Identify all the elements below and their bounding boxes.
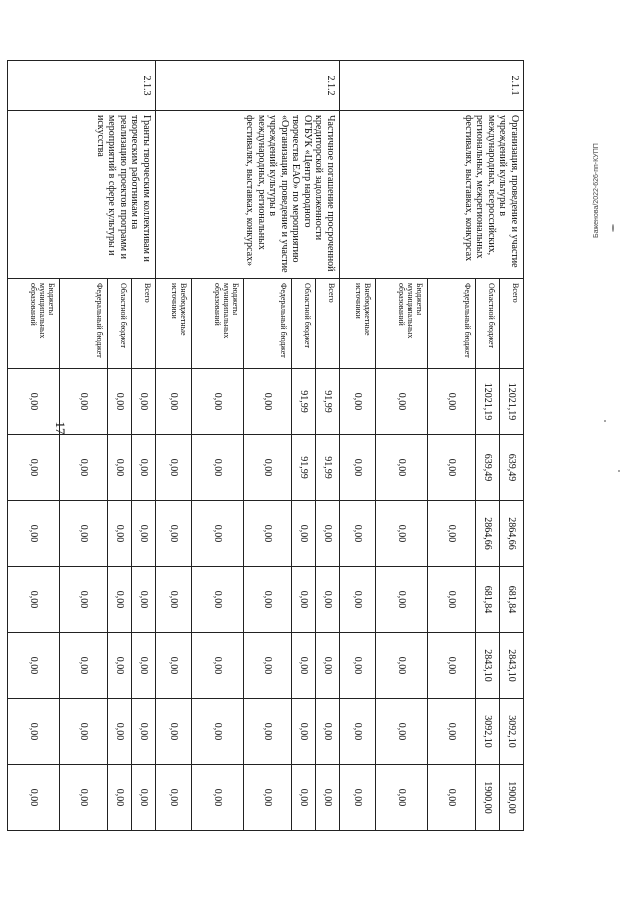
item-code: 2.1.2 (156, 61, 340, 111)
amount-cell: 0,00 (108, 501, 132, 567)
funding-source: Бюджеты муниципальных образований (8, 279, 60, 369)
funding-source: Областной бюджет (476, 279, 500, 369)
amount-cell: 0,00 (292, 567, 316, 633)
item-name: Частичное погашение просроченной кредиторской задолженности ОГБУК «Центр народного творчества ЕАО» по мероприятию «Организация, проведение и участие учреждений культуры в международных, региональных фестивалях, выставках, конкурсах» (156, 111, 340, 279)
amount-cell: 0,00 (340, 567, 376, 633)
amount-cell: 0,00 (376, 567, 428, 633)
amount-cell: 0,00 (376, 633, 428, 699)
amount-cell: 0,00 (132, 501, 156, 567)
amount-cell: 0,00 (192, 567, 244, 633)
footer-label: Баженова/2022-626-пп-КУПП (593, 143, 600, 238)
amount-cell: 0,00 (244, 435, 292, 501)
amount-cell: 0,00 (8, 699, 60, 765)
item-code: 2.1.1 (340, 61, 524, 111)
amount-cell: 0,00 (8, 765, 60, 831)
table-row (132, 61, 156, 831)
amount-cell: 0,00 (132, 765, 156, 831)
amount-cell: 91,99 (292, 369, 316, 435)
amount-cell: 12021,19 (500, 369, 524, 435)
amount-cell: 0,00 (292, 501, 316, 567)
amount-cell: 0,00 (108, 435, 132, 501)
funding-source: Областной бюджет (108, 279, 132, 369)
amount-cell: 0,00 (316, 633, 340, 699)
amount-cell: 0,00 (192, 699, 244, 765)
amount-cell: 0,00 (8, 633, 60, 699)
amount-cell: 0,00 (8, 567, 60, 633)
funding-source: Федеральный бюджет (244, 279, 292, 369)
amount-cell: 0,00 (108, 567, 132, 633)
amount-cell: 0,00 (316, 501, 340, 567)
amount-cell: 0,00 (244, 765, 292, 831)
page-number: 17 (53, 421, 68, 435)
amount-cell: 0,00 (244, 633, 292, 699)
amount-cell: 0,00 (108, 369, 132, 435)
amount-cell: 0,00 (156, 501, 192, 567)
amount-cell: 0,00 (340, 765, 376, 831)
funding-source: Федеральный бюджет (428, 279, 476, 369)
scan-speck (604, 420, 606, 422)
amount-cell: 0,00 (376, 765, 428, 831)
amount-cell: 2864,66 (476, 501, 500, 567)
amount-cell: 0,00 (60, 633, 108, 699)
amount-cell: 1900,00 (500, 765, 524, 831)
item-name: Организация, проведение и участие учреждений культуры в международных, всероссийских, региональных, межрегиональных фестивалях, выставках, конкурсах (340, 111, 524, 279)
amount-cell: 0,00 (192, 501, 244, 567)
amount-cell: 91,99 (292, 435, 316, 501)
funding-source: Внебюджетные источники (156, 279, 192, 369)
amount-cell: 0,00 (244, 369, 292, 435)
funding-source: Всего (500, 279, 524, 369)
funding-source: Бюджеты муниципальных образований (192, 279, 244, 369)
amount-cell: 0,00 (340, 435, 376, 501)
amount-cell: 0,00 (244, 567, 292, 633)
amount-cell: 0,00 (316, 699, 340, 765)
amount-cell: 0,00 (8, 369, 60, 435)
amount-cell: 0,00 (428, 369, 476, 435)
amount-cell: 0,00 (316, 567, 340, 633)
amount-cell: 0,00 (108, 699, 132, 765)
amount-cell: 0,00 (340, 369, 376, 435)
funding-source: Всего (316, 279, 340, 369)
amount-cell: 0,00 (156, 435, 192, 501)
amount-cell: 0,00 (108, 765, 132, 831)
amount-cell: 0,00 (340, 699, 376, 765)
amount-cell: 0,00 (428, 567, 476, 633)
amount-cell: 0,00 (376, 501, 428, 567)
amount-cell: 0,00 (60, 765, 108, 831)
amount-cell: 0,00 (192, 765, 244, 831)
amount-cell: 91,99 (316, 435, 340, 501)
amount-cell: 0,00 (60, 699, 108, 765)
amount-cell: 0,00 (244, 699, 292, 765)
table-row (316, 61, 340, 831)
amount-cell: 12021,19 (476, 369, 500, 435)
amount-cell: 0,00 (292, 699, 316, 765)
item-code: 2.1.3 (8, 61, 156, 111)
amount-cell: 0,00 (132, 633, 156, 699)
amount-cell: 0,00 (428, 699, 476, 765)
amount-cell: 681,84 (500, 567, 524, 633)
funding-source: Внебюджетные источники (340, 279, 376, 369)
funding-source: Областной бюджет (292, 279, 316, 369)
amount-cell: 0,00 (428, 435, 476, 501)
amount-cell: 0,00 (132, 435, 156, 501)
amount-cell: 0,00 (156, 567, 192, 633)
amount-cell: 0,00 (60, 435, 108, 501)
amount-cell: 2843,10 (476, 633, 500, 699)
amount-cell: 0,00 (428, 501, 476, 567)
amount-cell: 3092,10 (476, 699, 500, 765)
amount-cell: 0,00 (376, 369, 428, 435)
amount-cell: 0,00 (340, 633, 376, 699)
amount-cell: 0,00 (340, 501, 376, 567)
funding-source: Всего (132, 279, 156, 369)
item-name: Гранты творческим коллективам и творческим работникам на реализацию проектов программ и мероприятий в сфере культуры и искусства (8, 111, 156, 279)
amount-cell: 0,00 (60, 369, 108, 435)
amount-cell: 0,00 (108, 633, 132, 699)
amount-cell: 0,00 (292, 765, 316, 831)
amount-cell: 0,00 (428, 765, 476, 831)
amount-cell: 0,00 (244, 501, 292, 567)
amount-cell: 681,84 (476, 567, 500, 633)
amount-cell: 0,00 (292, 633, 316, 699)
amount-cell: 639,49 (500, 435, 524, 501)
amount-cell: 0,00 (156, 765, 192, 831)
amount-cell: 0,00 (192, 435, 244, 501)
amount-cell: 2843,10 (500, 633, 524, 699)
amount-cell: 0,00 (192, 369, 244, 435)
amount-cell: 0,00 (8, 435, 60, 501)
amount-cell: 0,00 (428, 633, 476, 699)
table-row (500, 61, 524, 831)
amount-cell: 0,00 (156, 633, 192, 699)
scan-speck (618, 470, 620, 472)
amount-cell: 0,00 (192, 633, 244, 699)
amount-cell: 0,00 (316, 765, 340, 831)
amount-cell: 91,99 (316, 369, 340, 435)
amount-cell: 639,49 (476, 435, 500, 501)
budget-table (7, 60, 524, 831)
table-body (8, 61, 524, 831)
amount-cell: 2864,66 (500, 501, 524, 567)
funding-source: Федеральный бюджет (60, 279, 108, 369)
amount-cell: 1900,00 (476, 765, 500, 831)
amount-cell: 0,00 (156, 699, 192, 765)
amount-cell: 0,00 (8, 501, 60, 567)
amount-cell: 0,00 (156, 369, 192, 435)
amount-cell: 3092,10 (500, 699, 524, 765)
amount-cell: 0,00 (132, 699, 156, 765)
amount-cell: 0,00 (60, 567, 108, 633)
funding-source: Бюджеты муниципальных образований (376, 279, 428, 369)
amount-cell: 0,00 (60, 501, 108, 567)
scan-speck (612, 224, 614, 232)
amount-cell: 0,00 (132, 567, 156, 633)
amount-cell: 0,00 (376, 699, 428, 765)
amount-cell: 0,00 (376, 435, 428, 501)
amount-cell: 0,00 (132, 369, 156, 435)
